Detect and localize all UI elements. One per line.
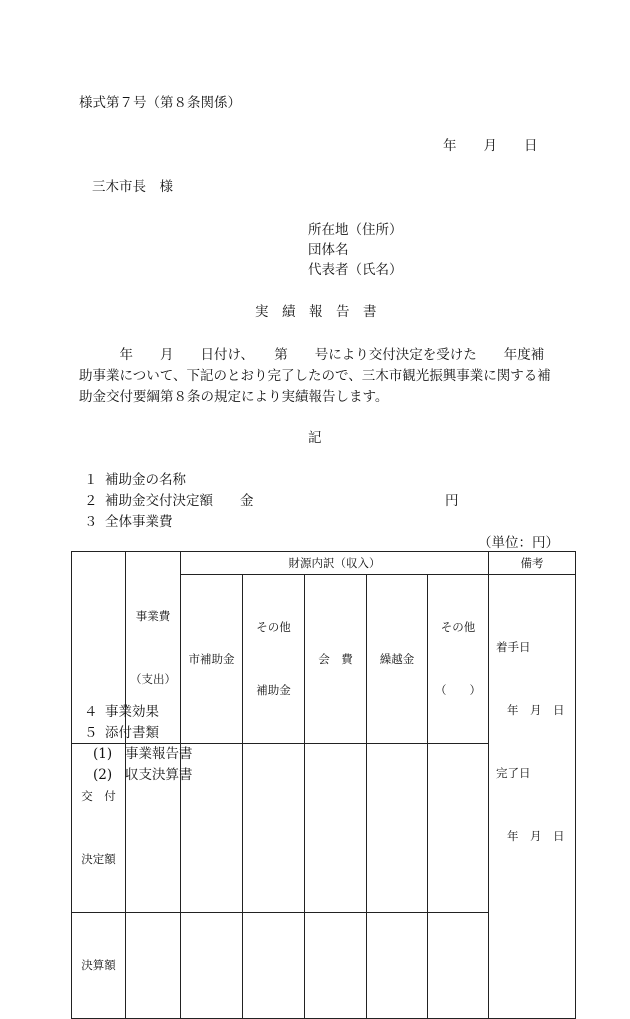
cost-table	[71, 551, 576, 1019]
start-date-label: 着手日	[496, 640, 531, 654]
end-date-label: 完了日	[496, 766, 531, 780]
representative-label: 代表者（氏名）	[308, 262, 403, 278]
date-line: 年 月 日	[443, 138, 538, 154]
item-number: ２	[84, 493, 98, 509]
remarks-header: 備考	[489, 552, 576, 575]
funding-col-other-subsidy: その他 補助金	[243, 575, 305, 744]
attachment-income-expense-statement: 収支決算書	[125, 767, 193, 783]
funding-col-city-subsidy: 市補助金	[181, 575, 243, 744]
table-cell	[305, 913, 367, 1019]
item-number: ３	[84, 514, 98, 530]
body-line: 助事業について、下記のとおり完了したので、三木市観光振興事業に関する補	[79, 368, 551, 384]
item-number: ４	[84, 704, 98, 720]
item-attachments: 添付書類	[105, 725, 159, 741]
item-total-project-cost: 全体事業費	[105, 514, 173, 530]
table-cell	[243, 913, 305, 1019]
expense-header: 事業費 （支出）	[126, 552, 181, 744]
item-subsidy-name: 補助金の名称	[105, 472, 186, 488]
funding-col-other: その他 （ ）	[428, 575, 489, 744]
attachment-number: (1)	[93, 746, 113, 762]
row-label-decided-amount: 交 付 決定額	[72, 744, 126, 913]
table-cell	[367, 744, 428, 913]
item-project-effect: 事業効果	[105, 704, 159, 720]
table-cell	[367, 913, 428, 1019]
group-name-label: 団体名	[308, 242, 349, 258]
item-number: １	[84, 472, 98, 488]
table-cell	[305, 744, 367, 913]
item-subsidy-amount: 補助金交付決定額 金	[105, 493, 254, 509]
table-cell	[428, 913, 489, 1019]
funding-header: 財源内訳（収入）	[181, 552, 489, 575]
ki-heading: 記	[308, 430, 322, 446]
table-cell	[428, 744, 489, 913]
form-number: 様式第７号（第８条関係）	[79, 95, 241, 111]
body-line: 年 月 日付け、 第 号により交付決定を受けた 年度補	[79, 347, 545, 363]
address-label: 所在地（住所）	[308, 222, 403, 238]
item-number: ５	[84, 725, 98, 741]
document-title: 実 績 報 告 書	[255, 304, 377, 320]
table-cell	[243, 744, 305, 913]
start-date: 年 月 日	[507, 703, 565, 717]
attachment-business-report: 事業報告書	[125, 746, 193, 762]
unit-note: （単位：円）	[478, 535, 559, 551]
attachment-number: (2)	[93, 767, 113, 783]
funding-col-membership-fee: 会 費	[305, 575, 367, 744]
funding-col-carryover: 繰越金	[367, 575, 428, 744]
remarks-cell	[489, 575, 576, 1019]
row-label-settlement-amount: 決算額	[72, 913, 126, 1019]
end-date: 年 月 日	[507, 829, 565, 843]
table-cell	[181, 913, 243, 1019]
body-line: 助金交付要綱第８条の規定により実績報告します。	[79, 389, 389, 405]
table-cell	[126, 913, 181, 1019]
yen-unit: 円	[445, 493, 459, 509]
addressee: 三木市長 様	[92, 179, 173, 195]
